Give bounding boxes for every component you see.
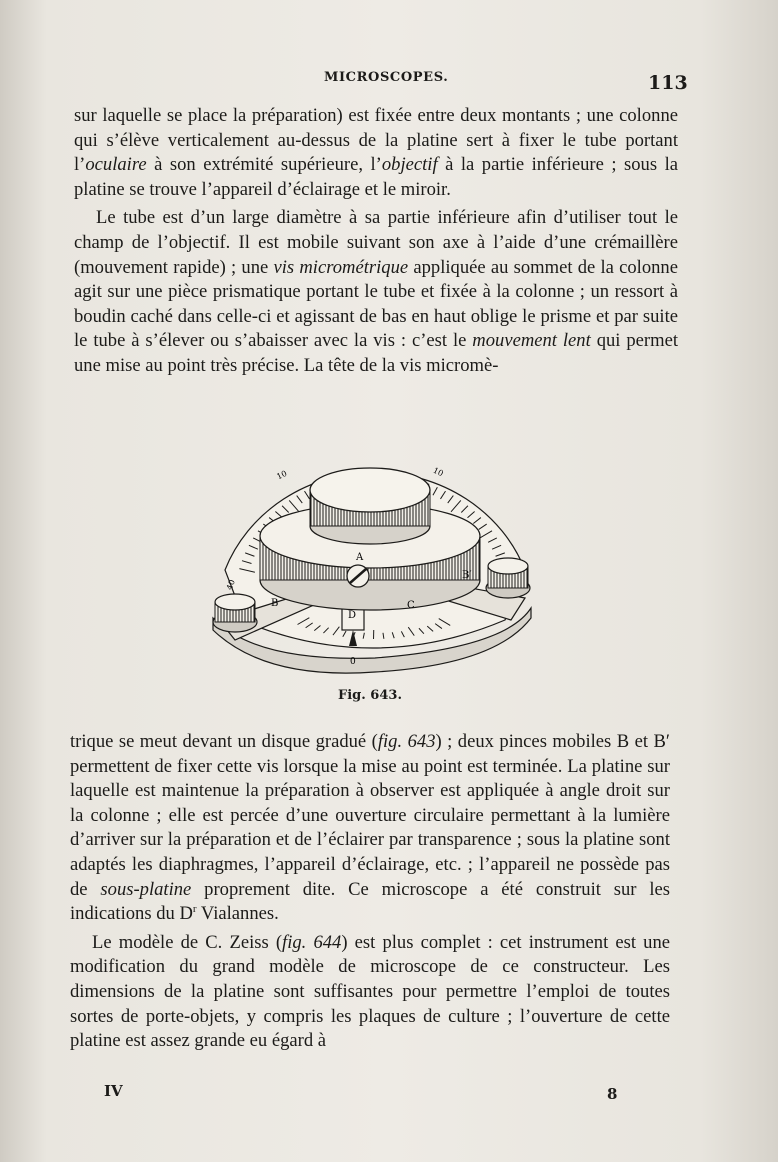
- text-run: appliquée au sommet de la colonne agit sur une pièce prismatique portant le tube et fixée à la colonne ; un ressort à boudin caché dans celle-ci et agissant de bas en haut oblige le prisme et par suite le tube à s’élever ou s’abaisser avec la vis : c’est le: [74, 256, 678, 352]
- label-b: B: [271, 598, 279, 609]
- signature-number: 8: [607, 1085, 618, 1103]
- paragraph: [74, 104, 678, 202]
- italic-term: fig. 644: [282, 931, 342, 953]
- label-b-prime: B′: [462, 570, 472, 581]
- label-a: A: [356, 552, 364, 563]
- figure-643-illustration: [205, 450, 545, 680]
- text-run: proprement dite. Ce microscope a été construit sur les indications du D: [70, 878, 670, 925]
- text-run: ) est plus complet : cet instrument est une modification du grand modèle de microscope de ce constructeur. Les dimensions de la platine sont suffisantes pour permettre l’emploi de toutes sortes de porte-objets, y compris les plaques de culture ; l’ouverture de cette platine est assez grande eu égard à: [70, 931, 671, 1052]
- text-block-bottom: [70, 730, 670, 1054]
- text-run: trique se meut devant un disque gradué (: [70, 731, 378, 752]
- text-run: ) ; deux pinces mobiles B et B′ permettent de fixer cette vis lorsque la mise au point est terminée. La platine sur laquelle est maintenue la préparation à observer est appliquée à angle droit sur la colonne ; elle est percée d’une ouverture circulaire permettant à la lumière d’arriver sur la préparation et de l’éclairer par transparence ; sous la platine sont adaptés les diaphragmes, l’appareil d’éclairage, etc. ; l’appareil ne possède pas de: [70, 731, 670, 900]
- text-run: qui permet une mise au point très précise. La tête de la vis micromè-: [74, 330, 678, 376]
- text-run: Vialannes.: [196, 903, 279, 925]
- text-run: sur laquelle se place la préparation) est fixée entre deux montants ; une colonne qui s’élève verticalement au-dessus de la platine sert à fixer le tube portant l’: [74, 105, 678, 176]
- label-forty: 40: [224, 578, 237, 592]
- text-run: à la partie inférieure ; sous la platine se trouve l’appareil d’éclairage et le miroir.: [74, 154, 678, 200]
- label-zero: 0: [350, 657, 356, 667]
- text-run: Le tube est d’un large diamètre à sa partie inférieure afin d’utiliser tout le champ de l’objectif. Il est mobile suivant son axe à l’aide d’une crémaillère (mouvement rapide) ; une: [74, 207, 678, 278]
- paragraph: [70, 730, 670, 927]
- paragraph: [74, 206, 678, 378]
- figure-caption: Fig. 643.: [338, 688, 402, 703]
- scale-label-left: 10: [275, 468, 289, 482]
- signature-mark: IV: [104, 1082, 123, 1100]
- micrometer-screw-drawing: [205, 450, 545, 680]
- italic-term: objectif: [381, 154, 438, 176]
- scale-label-right: 10: [431, 465, 445, 479]
- paragraph: [70, 931, 670, 1054]
- italic-term: fig. 643: [377, 731, 436, 752]
- text-run: Le modèle de C. Zeiss (: [92, 931, 283, 953]
- page-number: 113: [648, 72, 688, 94]
- label-c: C: [407, 600, 415, 611]
- screw-head-top: [310, 468, 430, 512]
- italic-term: sous-platine: [100, 878, 192, 900]
- superscript: r: [192, 902, 197, 915]
- label-d: D: [348, 610, 357, 621]
- italic-term: oculaire: [85, 154, 147, 176]
- text-run: à son extrémité supérieure, l’: [146, 154, 382, 176]
- italic-term: mouvement lent: [472, 330, 591, 352]
- italic-term: vis micrométrique: [273, 256, 409, 278]
- text-block-top: [74, 104, 678, 379]
- running-title: MICROSCOPES.: [324, 70, 449, 85]
